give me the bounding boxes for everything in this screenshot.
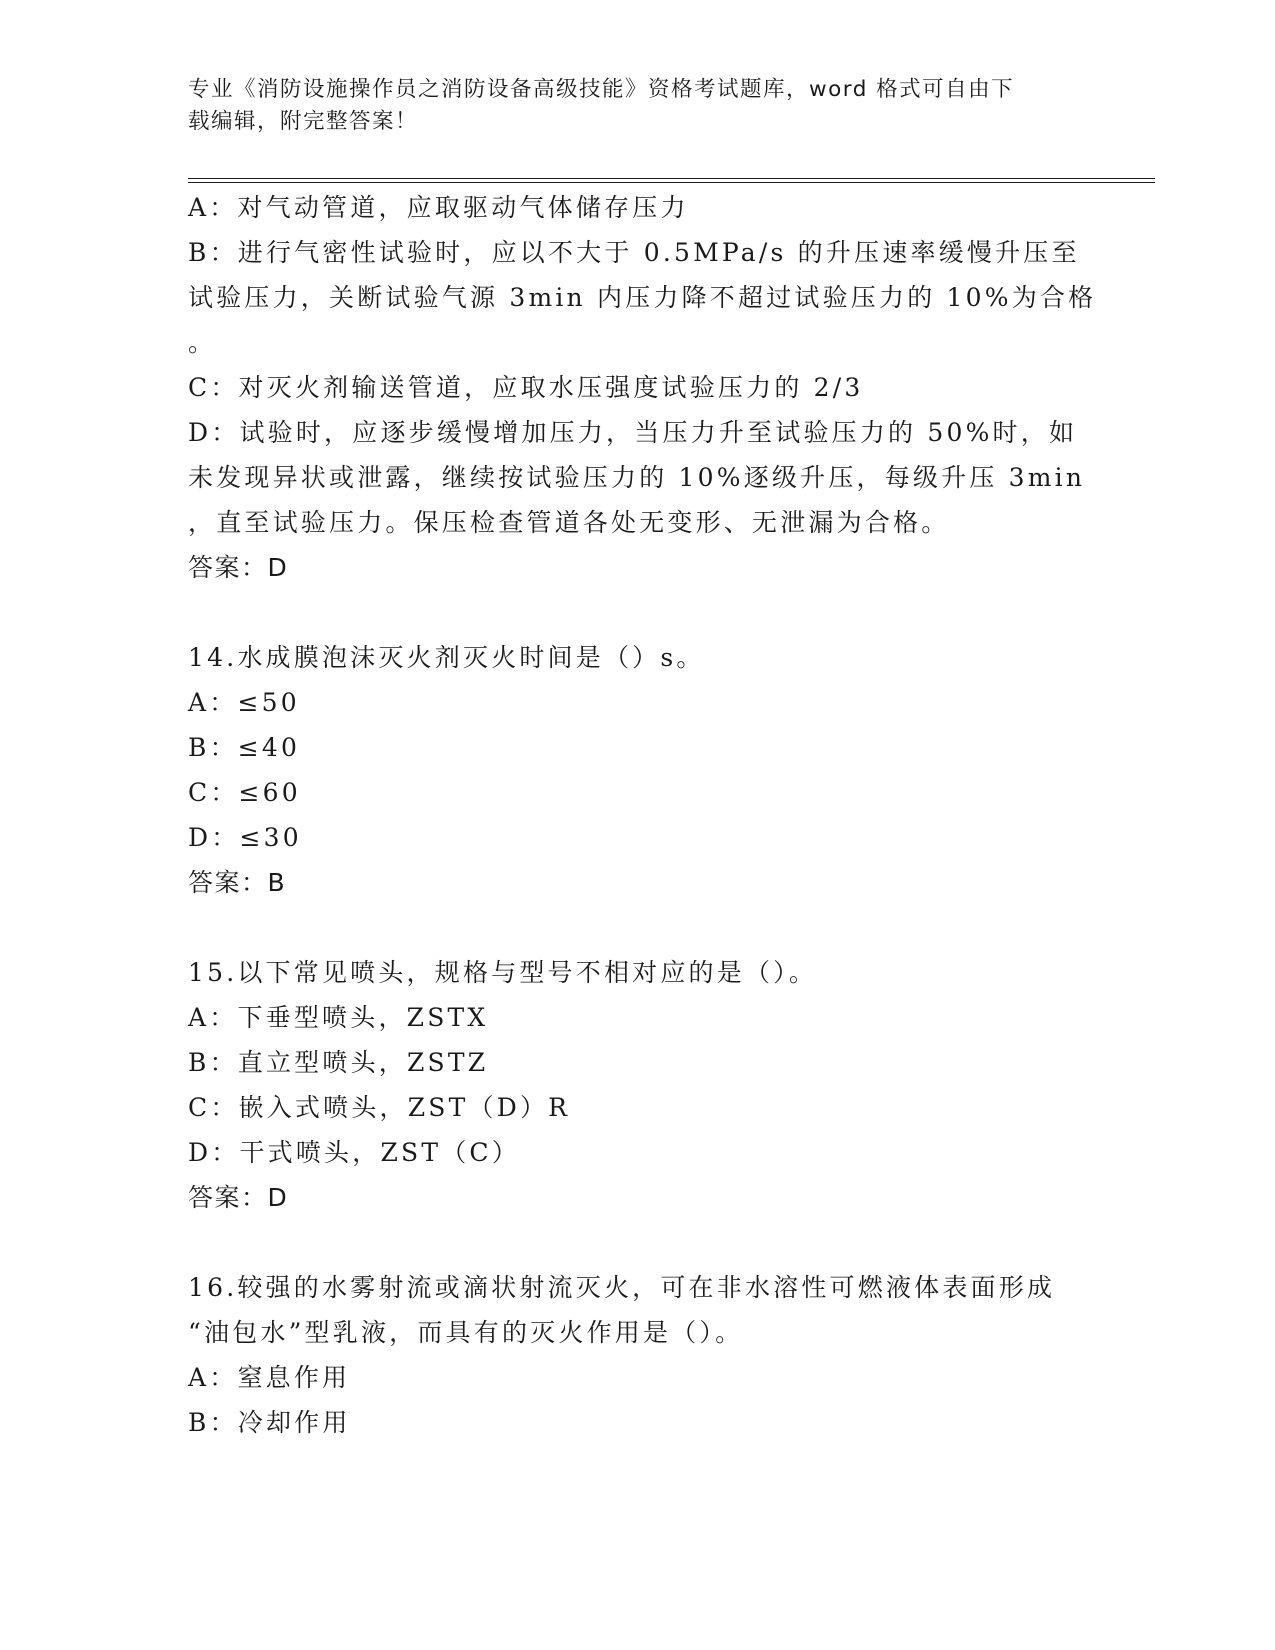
answer-line: 答案：B xyxy=(188,868,287,897)
header-line-2: 载编辑，附完整答案！ xyxy=(188,109,419,134)
answer-line: 答案：D xyxy=(188,553,289,582)
question-line: 14.水成膜泡沫灭火剂灭火时间是（）s。 xyxy=(188,643,705,672)
option-line: D：试验时，应逐步缓慢增加压力，当压力升至试验压力的 50%时，如 xyxy=(188,418,1078,447)
option-line: D：干式喷头，ZST（C） xyxy=(188,1138,520,1167)
option-line: A：≤50 xyxy=(188,688,300,717)
option-line: C：对灭火剂输送管道，应取水压强度试验压力的 2/3 xyxy=(188,373,864,402)
question-line: 15.以下常见喷头，规格与型号不相对应的是（）。 xyxy=(188,958,818,987)
option-line: B：冷却作用 xyxy=(188,1408,351,1437)
option-line: 。 xyxy=(188,328,217,357)
option-line: B：进行气密性试验时，应以不大于 0.5MPa/s 的升压速率缓慢升压至 xyxy=(188,238,1080,267)
header-line-1: 专业《消防设施操作员之消防设备高级技能》资格考试题库，word 格式可自由下 xyxy=(188,77,1015,102)
answer-line: 答案：D xyxy=(188,1183,289,1212)
option-line: C：嵌入式喷头，ZST（D）R xyxy=(188,1093,571,1122)
question-line: 16.较强的水雾射流或滴状射流灭火，可在非水溶性可燃液体表面形成 xyxy=(188,1273,1056,1302)
option-line: B：直立型喷头，ZSTZ xyxy=(188,1048,489,1077)
option-line: 未发现异状或泄露，继续按试验压力的 10%逐级升压，每级升压 3min xyxy=(188,463,1086,492)
option-line: B：≤40 xyxy=(188,733,301,762)
document-header xyxy=(188,74,1068,138)
header-divider-bottom xyxy=(188,182,1155,183)
option-line: C：≤60 xyxy=(188,778,301,807)
option-line: D：≤30 xyxy=(188,823,302,852)
option-line: ，直至试验压力。保压检查管道各处无变形、无泄漏为合格。 xyxy=(188,508,950,537)
question-line: “油包水”型乳液，而具有的灭火作用是（）。 xyxy=(188,1318,744,1347)
option-line: A：窒息作用 xyxy=(188,1363,351,1392)
option-line: A：下垂型喷头，ZSTX xyxy=(188,1003,489,1032)
option-line: 试验压力，关断试验气源 3min 内压力降不超过试验压力的 10%为合格 xyxy=(188,283,1097,312)
header-divider-top xyxy=(188,178,1155,179)
option-line: A：对气动管道，应取驱动气体储存压力 xyxy=(188,193,689,222)
